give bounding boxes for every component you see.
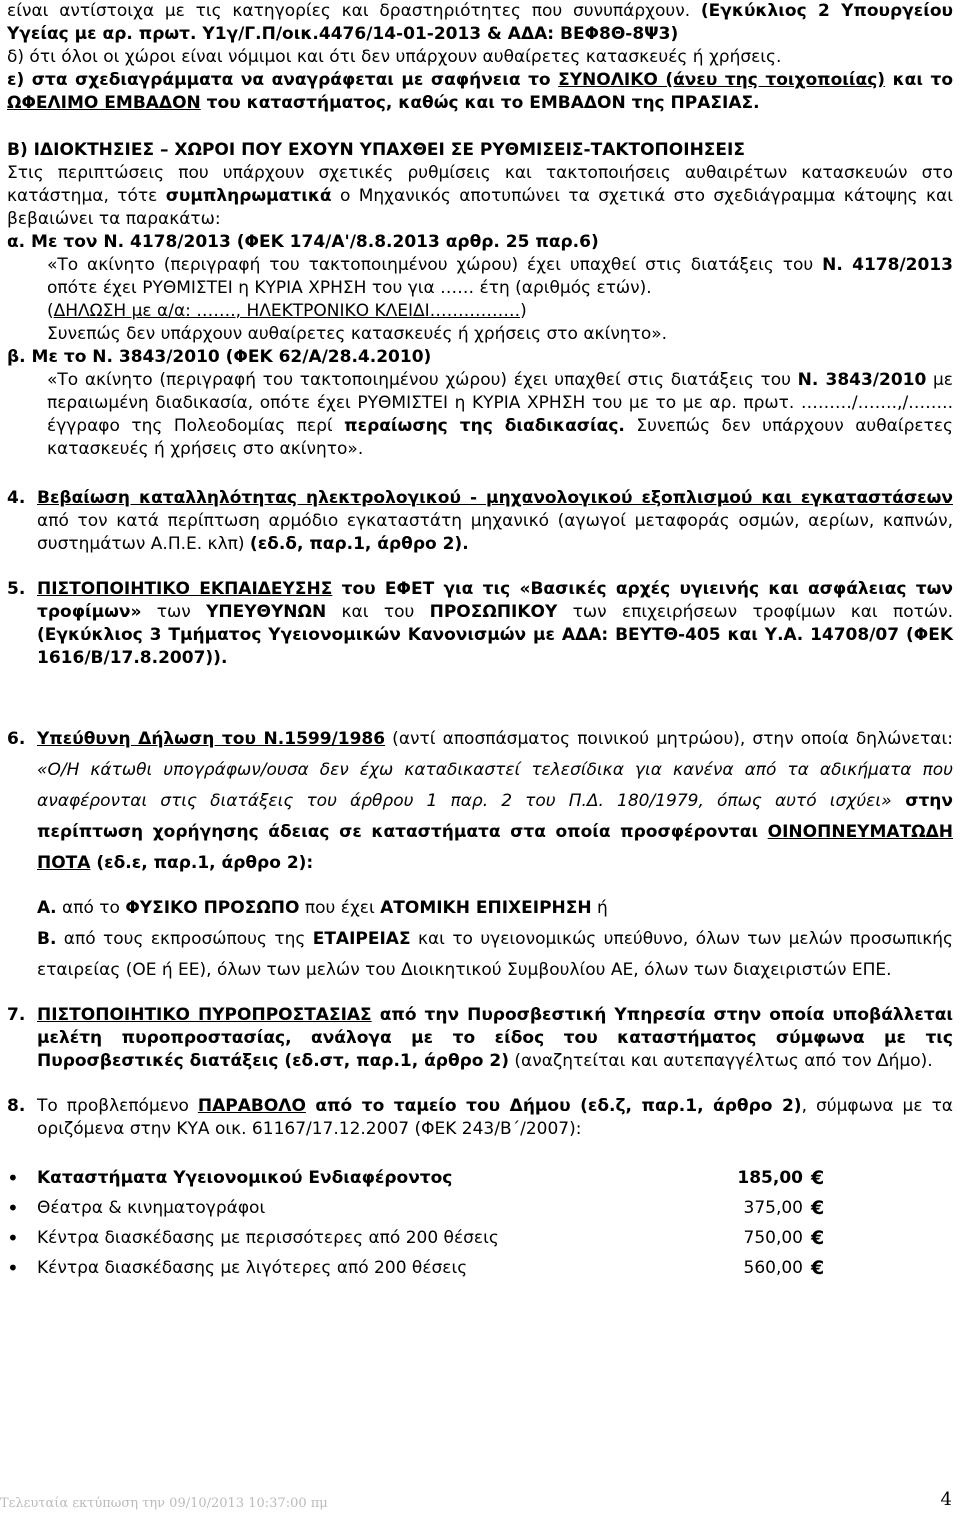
item-d: δ) ότι όλοι οι χώροι είναι νόμιμοι και ότι δεν υπάρχουν αυθαίρετες κατασκευές ή χρήσεις.	[7, 47, 782, 67]
fee-item: • Κέντρα διασκέδασης με περισσότερες από 200 θέσεις 750,00 €	[7, 1225, 825, 1250]
subsection-a-declaration: (ΔΗΛΩΣΗ με α/α: ……., ΗΛΕΚΤΡΟΝΙΚΟ ΚΛΕΙΔΙ…………….)	[47, 301, 527, 321]
item-e: ε) στα σχεδιαγράμματα να αναγράφεται με σαφήνεια το ΣΥΝΟΛΙΚΟ (άνευ της τοιχοποιίας) και το ΩΦΕΛΙΜΟ ΕΜΒΑΔΟΝ του καταστήματος, καθώς και το ΕΜΒΑΔΟΝ της ΠΡΑΣΙΑΣ.	[7, 70, 953, 113]
item-7: 7. ΠΙΣΤΟΠΟΙΗΤΙΚΟ ΠΥΡΟΠΡΟΣΤΑΣΙΑΣ από την Πυροσβεστική Υπηρεσία στην οποία υποβάλλεται μελέτη πυροπροστασίας, ανάλογα με το είδος του καταστήματος σύμφωνα με τις Πυροσβεστικές διατάξεις (εδ.στ, παρ.1, άρθρο 2) (αναζητείται και αυτεπαγγέλτως από τον Δήμο).	[7, 1005, 953, 1071]
item-6-b: Β. από τους εκπροσώπους της ΕΤΑΙΡΕΙΑΣ και το υγειονομικώς υπεύθυνο, όλων των μελών προσωπικής εταιρείας (ΟΕ ή ΕΕ), όλων των μελών του Διοικητικού Συμβουλίου ΑΕ, όλων των διαχειριστών ΕΠΕ.	[37, 929, 953, 980]
item-8: 8. Το προβλεπόμενο ΠΑΡΑΒΟΛΟ από το ταμείο του Δήμου (εδ.ζ, παρ.1, άρθρο 2), σύμφωνα με τα οριζόμενα στην ΚΥΑ οικ. 61167/17.12.2007 (ΦΕΚ 243/Β΄/2007):	[7, 1096, 954, 1139]
paragraph-top: είναι αντίστοιχα με τις κατηγορίες και δραστηριότητες που συνυπάρχουν. (Εγκύκλιος 2 Υπουργείου Υγείας με αρ. πρωτ. Υ1γ/Γ.Π/οικ.4476/14-01-2013 & ΑΔΑ: ΒΕΦ8Θ-8Ψ3)	[7, 1, 953, 44]
euro-icon: €	[811, 1226, 825, 1249]
section-b-heading: Β) ΙΔΙΟΚΤΗΣΙΕΣ – ΧΩΡΟΙ ΠΟΥ ΕΧΟΥΝ ΥΠΑΧΘΕΙ ΣΕ ΡΥΘΜΙΣΕΙΣ-ΤΑΚΤΟΠΟΙΗΣΕΙΣ	[7, 140, 745, 160]
euro-icon: €	[811, 1256, 825, 1279]
document-page	[7, 0, 953, 1283]
subsection-b-heading: β. Με το Ν. 3843/2010 (ΦΕΚ 62/Α/28.4.2010)	[7, 347, 432, 367]
fee-item: • Καταστήματα Υγειονομικού Ενδιαφέροντος 185,00 €	[7, 1165, 825, 1190]
bullet-icon: •	[7, 1165, 19, 1190]
bullet-icon: •	[7, 1195, 19, 1220]
euro-icon: €	[811, 1196, 825, 1219]
subsection-b-text: «Το ακίνητο (περιγραφή του τακτοποιημένου χώρου) έχει υπαχθεί στις διατάξεις του Ν. 3843/2010 με περαιωμένη διαδικασία, οπότε έχει ΡΥΘΜΙΣΤΕΙ η ΚΥΡΙΑ ΧΡΗΣΗ του με το με αρ. πρωτ. ………/…….,/…….. έγγραφο της Πολεοδομίας περί περαίωσης της διαδικασίας. Συνεπώς δεν υπάρχουν αυθαίρετες κατασκευές ή χρήσεις στο ακίνητο».	[47, 370, 953, 459]
bullet-icon: •	[7, 1255, 19, 1280]
subsection-a-heading: α. Με τον Ν. 4178/2013 (ΦΕΚ 174/Α'/8.8.2013 αρθρ. 25 παρ.6)	[7, 232, 599, 252]
subsection-a-text: «Το ακίνητο (περιγραφή του τακτοποιημένου χώρου) έχει υπαχθεί στις διατάξεις του Ν. 4178/2013 οπότε έχει ΡΥΘΜΙΣΤΕΙ η ΚΥΡΙΑ ΧΡΗΣΗ του για …… έτη (αριθμός ετών).	[47, 255, 953, 298]
fee-item: • Κέντρα διασκέδασης με λιγότερες από 200 θέσεις 560,00 €	[7, 1255, 825, 1280]
page-number: 4	[940, 1489, 952, 1510]
fees-list	[7, 1163, 953, 1283]
item-5: 5. ΠΙΣΤΟΠΟΙΗΤΙΚΟ ΕΚΠΑΙΔΕΥΣΗΣ του ΕΦΕΤ για τις «Βασικές αρχές υγιεινής και ασφάλειας των τροφίμων» των ΥΠΕΥΘΥΝΩΝ και του ΠΡΟΣΩΠΙΚΟΥ των επιχειρήσεων τροφίμων και ποτών. (Εγκύκλιος 3 Τμήματος Υγειονομικών Κανονισμών με ΑΔΑ: ΒΕΥΤΘ-405 και Υ.Α. 14708/07 (ΦΕΚ 1616/Β/17.8.2007)).	[7, 579, 954, 668]
fee-item: • Θέατρα & κινηματογράφοι 375,00 €	[7, 1195, 825, 1220]
item-6-a: Α. από το ΦΥΣΙΚΟ ΠΡΟΣΩΠΟ που έχει ΑΤΟΜΙΚΗ ΕΠΙΧΕΙΡΗΣΗ ή	[37, 898, 608, 918]
item-6: 6. Υπεύθυνη Δήλωση του Ν.1599/1986 (αντί αποσπάσματος ποινικού μητρώου), στην οποία δηλώνεται: «Ο/Η κάτωθι υπογράφων/ουσα δεν έχω καταδικαστεί τελεσίδικα για κανένα από τα αδικήματα που αναφέρονται στις διατάξεις του άρθρου 1 παρ. 2 του Π.Δ. 180/1979, όπως αυτό ισχύει» στην περίπτωση χορήγησης άδειας σε καταστήματα στα οποία προσφέρονται ΟΙΝΟΠΝΕΥΜΑΤΩΔΗ ΠΟΤΑ (εδ.ε, παρ.1, άρθρο 2):	[7, 729, 953, 873]
section-b-intro: Στις περιπτώσεις που υπάρχουν σχετικές ρυθμίσεις και τακτοποιήσεις αυθαιρέτων κατασκευών στο κατάστημα, τότε συμπληρωματικά ο Μηχανικός αποτυπώνει τα σχετικά στο σχεδιάγραμμα κάτοψης και βεβαιώνει τα παρακάτω:	[7, 163, 953, 229]
bullet-icon: •	[7, 1225, 19, 1250]
item-4: 4. Βεβαίωση καταλληλότητας ηλεκτρολογικού - μηχανολογικού εξοπλισμού και εγκαταστάσεων από τον κατά περίπτωση αρμόδιο εγκαταστάτη μηχανικό (αγωγοί μεταφοράς οσμών, αερίων, καπνών, συστημάτων Α.Π.Ε. κλπ) (εδ.δ, παρ.1, άρθρο 2).	[7, 488, 953, 554]
print-timestamp: Τελευταία εκτύπωση την 09/10/2013 10:37:00 πμ	[0, 1496, 328, 1511]
euro-icon: €	[811, 1166, 825, 1189]
subsection-a-conclusion: Συνεπώς δεν υπάρχουν αυθαίρετες κατασκευές ή χρήσεις στο ακίνητο».	[47, 324, 668, 344]
